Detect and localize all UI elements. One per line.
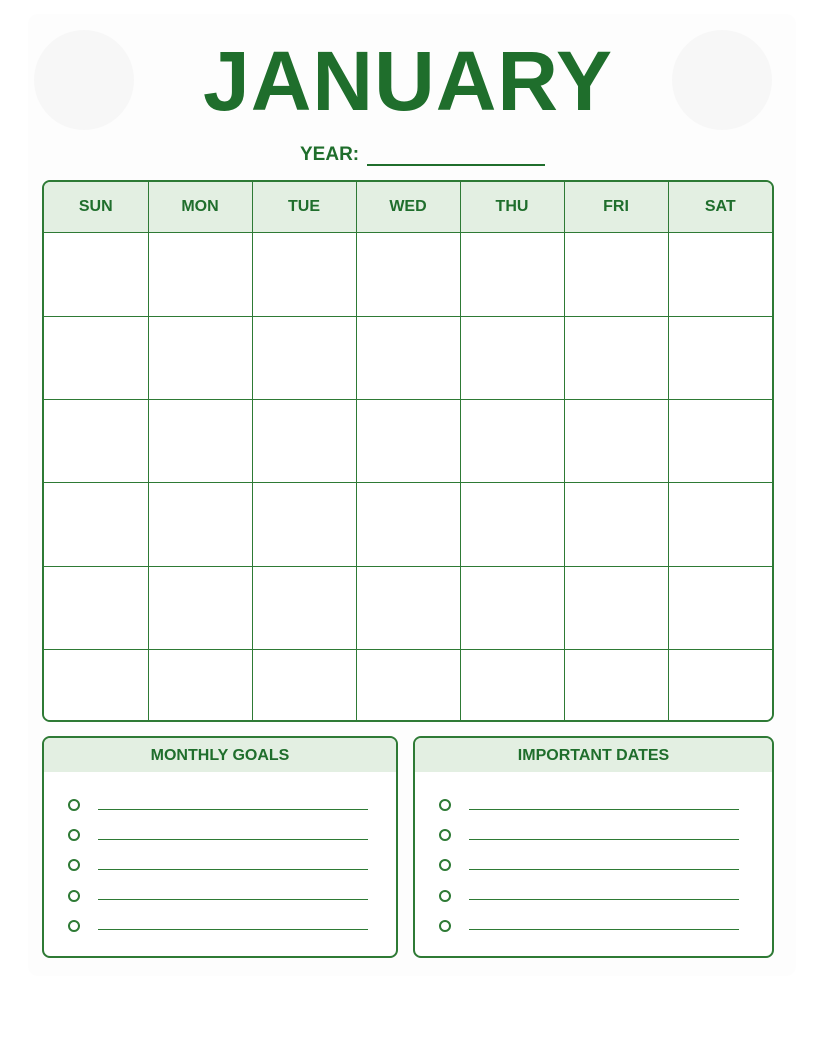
goal-write-line[interactable]: [98, 899, 368, 900]
day-cell[interactable]: [252, 399, 356, 482]
week-row: [44, 483, 772, 566]
goal-item: [68, 881, 368, 911]
calendar-table: [44, 182, 772, 720]
weekday-header-sun: SUN: [44, 182, 148, 233]
date-item: [439, 790, 739, 820]
day-cell[interactable]: [668, 483, 772, 566]
day-cell[interactable]: [148, 233, 252, 316]
important-dates-title: IMPORTANT DATES: [415, 738, 772, 772]
circle-bullet-icon: [439, 799, 451, 811]
day-cell[interactable]: [460, 233, 564, 316]
date-item: [439, 850, 739, 880]
day-cell[interactable]: [44, 483, 148, 566]
important-dates-box: [413, 736, 774, 958]
day-cell[interactable]: [564, 650, 668, 720]
day-cell[interactable]: [44, 316, 148, 399]
date-write-line[interactable]: [469, 809, 739, 810]
day-cell[interactable]: [564, 483, 668, 566]
day-cell[interactable]: [668, 233, 772, 316]
day-cell[interactable]: [356, 650, 460, 720]
day-cell[interactable]: [460, 483, 564, 566]
day-cell[interactable]: [668, 566, 772, 649]
week-row: [44, 566, 772, 649]
day-cell[interactable]: [44, 650, 148, 720]
day-cell[interactable]: [668, 650, 772, 720]
week-row: [44, 650, 772, 720]
circle-bullet-icon: [68, 920, 80, 932]
circle-bullet-icon: [68, 829, 80, 841]
day-cell[interactable]: [356, 399, 460, 482]
date-item: [439, 911, 739, 941]
weekday-header-sat: SAT: [668, 182, 772, 233]
day-cell[interactable]: [460, 399, 564, 482]
goal-item: [68, 820, 368, 850]
day-cell[interactable]: [252, 233, 356, 316]
year-label: YEAR:: [300, 144, 360, 165]
day-cell[interactable]: [252, 316, 356, 399]
monthly-goals-title: MONTHLY GOALS: [44, 738, 396, 772]
year-blank-line[interactable]: [367, 146, 545, 166]
day-cell[interactable]: [668, 316, 772, 399]
month-title: JANUARY: [203, 34, 613, 128]
circle-bullet-icon: [439, 890, 451, 902]
weekday-header-fri: FRI: [564, 182, 668, 233]
weekday-header-thu: THU: [460, 182, 564, 233]
goal-write-line[interactable]: [98, 929, 368, 930]
day-cell[interactable]: [460, 316, 564, 399]
day-cell[interactable]: [356, 566, 460, 649]
day-cell[interactable]: [356, 483, 460, 566]
date-item: [439, 881, 739, 911]
day-cell[interactable]: [148, 650, 252, 720]
day-cell[interactable]: [564, 316, 668, 399]
goal-write-line[interactable]: [98, 869, 368, 870]
date-item: [439, 820, 739, 850]
date-write-line[interactable]: [469, 869, 739, 870]
day-cell[interactable]: [148, 399, 252, 482]
goal-item: [68, 911, 368, 941]
circle-bullet-icon: [68, 859, 80, 871]
day-cell[interactable]: [44, 233, 148, 316]
day-cell[interactable]: [252, 650, 356, 720]
day-cell[interactable]: [564, 233, 668, 316]
day-cell[interactable]: [148, 316, 252, 399]
day-cell[interactable]: [460, 566, 564, 649]
date-write-line[interactable]: [469, 899, 739, 900]
goal-write-line[interactable]: [98, 839, 368, 840]
circle-bullet-icon: [439, 859, 451, 871]
goal-item: [68, 790, 368, 820]
week-row: [44, 233, 772, 316]
monthly-goals-box: [42, 736, 398, 958]
day-cell[interactable]: [252, 566, 356, 649]
date-write-line[interactable]: [469, 929, 739, 930]
day-cell[interactable]: [460, 650, 564, 720]
circle-bullet-icon: [439, 829, 451, 841]
day-cell[interactable]: [252, 483, 356, 566]
circle-bullet-icon: [68, 799, 80, 811]
weekday-header-mon: MON: [148, 182, 252, 233]
goal-write-line[interactable]: [98, 809, 368, 810]
day-cell[interactable]: [148, 483, 252, 566]
weekday-header-tue: TUE: [252, 182, 356, 233]
day-cell[interactable]: [668, 399, 772, 482]
day-cell[interactable]: [356, 233, 460, 316]
day-cell[interactable]: [44, 566, 148, 649]
calendar-grid: [42, 180, 774, 722]
weekday-header-row: [44, 182, 772, 233]
weekday-header-wed: WED: [356, 182, 460, 233]
day-cell[interactable]: [148, 566, 252, 649]
circle-bullet-icon: [439, 920, 451, 932]
circle-bullet-icon: [68, 890, 80, 902]
goal-item: [68, 850, 368, 880]
week-row: [44, 316, 772, 399]
week-row: [44, 399, 772, 482]
important-dates-list: [439, 790, 739, 941]
day-cell[interactable]: [564, 399, 668, 482]
monthly-goals-list: [68, 790, 368, 941]
day-cell[interactable]: [564, 566, 668, 649]
day-cell[interactable]: [44, 399, 148, 482]
day-cell[interactable]: [356, 316, 460, 399]
year-field: [300, 140, 545, 166]
date-write-line[interactable]: [469, 839, 739, 840]
